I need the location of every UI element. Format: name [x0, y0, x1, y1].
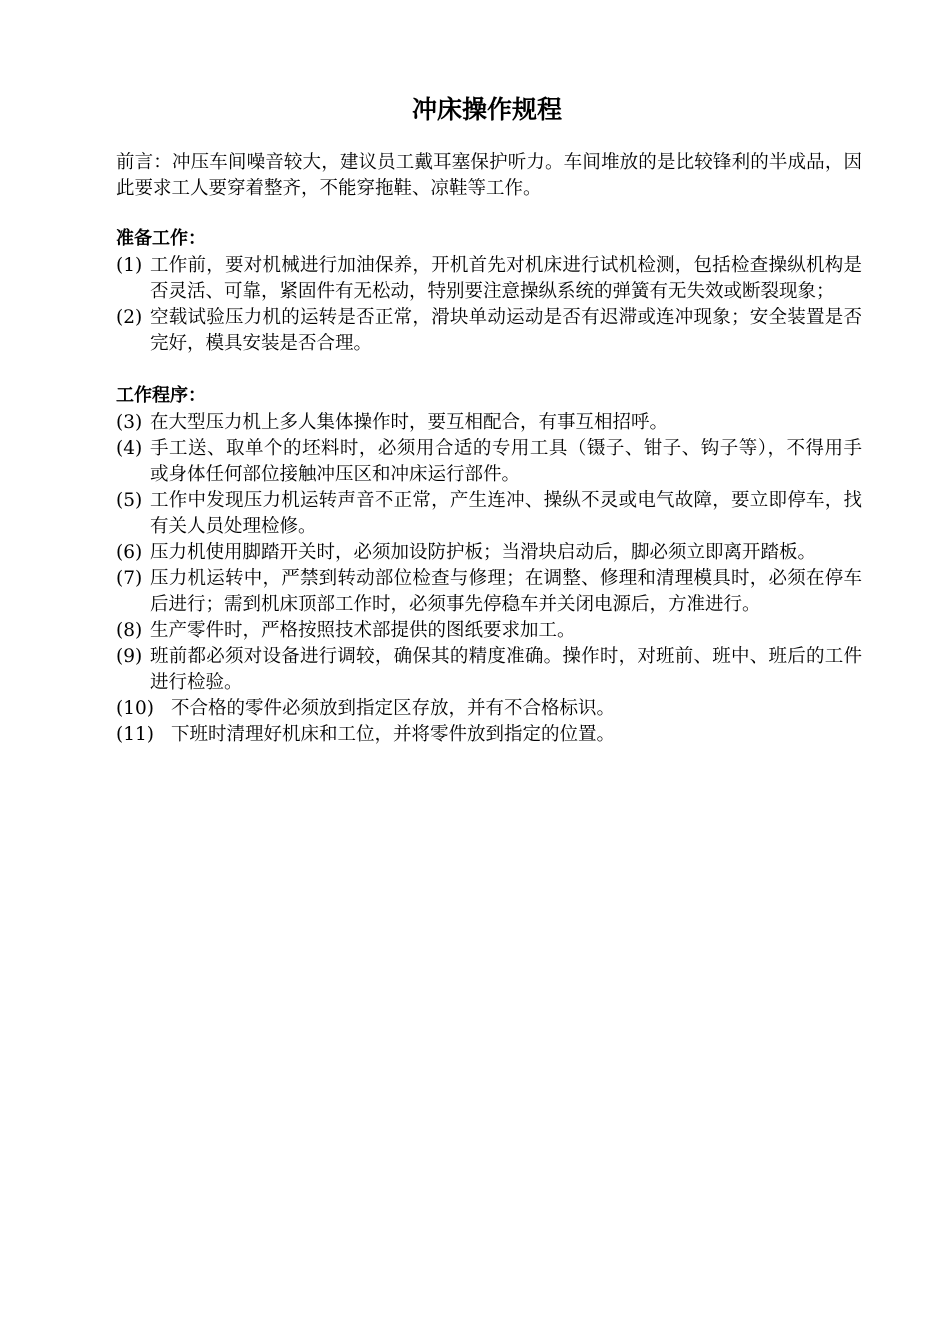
list-item	[116, 566, 862, 618]
list-item	[116, 540, 862, 566]
item-text: 手工送、取单个的坯料时，必须用合适的专用工具（镊子、钳子、钩子等），不得用手或身体任何部位接触冲压区和冲床运行部件。	[150, 438, 862, 485]
preface-paragraph: 前言：冲压车间噪音较大，建议员工戴耳塞保护听力。车间堆放的是比较锋利的半成品，因此要求工人要穿着整齐，不能穿拖鞋、凉鞋等工作。	[116, 152, 862, 199]
document-title: 冲床操作规程	[411, 95, 562, 124]
item-text: 压力机使用脚踏开关时，必须加设防护板；当滑块启动后，脚必须立即离开踏板。	[150, 542, 817, 563]
item-number: (5)	[116, 490, 143, 511]
item-number: (7)	[116, 568, 143, 589]
list-item	[116, 253, 862, 305]
item-text: 工作前，要对机械进行加油保养，开机首先对机床进行试机检测，包括检查操纵机构是否灵活、可靠，紧固件有无松动，特别要注意操纵系统的弹簧有无失效或断裂现象；	[150, 255, 862, 302]
list-item	[116, 305, 862, 357]
list-item	[116, 696, 862, 722]
item-number: (3)	[116, 412, 143, 433]
list-item	[116, 488, 862, 540]
item-number: (6)	[116, 542, 143, 563]
item-number: (4)	[116, 438, 143, 459]
procedure-list	[116, 410, 862, 748]
item-text: 压力机运转中，严禁到转动部位检查与修理；在调整、修理和清理模具时，必须在停车后进行；需到机床顶部工作时，必须事先停稳车并关闭电源后，方准进行。	[150, 568, 862, 615]
list-item	[116, 644, 862, 696]
list-item	[116, 618, 862, 644]
item-number: (2)	[116, 307, 143, 328]
list-item	[116, 436, 862, 488]
item-text: 在大型压力机上多人集体操作时，要互相配合，有事互相招呼。	[150, 412, 669, 433]
list-item	[116, 722, 862, 748]
section-heading-procedure: 工作程序：	[116, 385, 206, 406]
item-number: (1)	[116, 255, 143, 276]
item-text: 班前都必须对设备进行调较，确保其的精度准确。操作时，对班前、班中、班后的工件进行检验。	[150, 646, 862, 693]
item-number: (8)	[116, 620, 143, 641]
item-number: (10)	[116, 698, 154, 719]
item-text: 工作中发现压力机运转声音不正常，产生连冲、操纵不灵或电气故障，要立即停车，找有关人员处理检修。	[150, 490, 862, 537]
item-text: 下班时清理好机床和工位，并将零件放到指定的位置。	[171, 724, 616, 745]
document-body	[116, 150, 862, 748]
list-item	[116, 410, 862, 436]
item-number: (9)	[116, 646, 143, 667]
item-text: 空载试验压力机的运转是否正常，滑块单动运动是否有迟滞或连冲现象；安全装置是否完好，模具安装是否合理。	[150, 307, 862, 354]
section-heading-preparation: 准备工作：	[116, 228, 206, 249]
item-text: 不合格的零件必须放到指定区存放，并有不合格标识。	[171, 698, 616, 719]
item-number: (11)	[116, 724, 154, 745]
preparation-list	[116, 253, 862, 357]
item-text: 生产零件时，严格按照技术部提供的图纸要求加工。	[150, 620, 576, 641]
